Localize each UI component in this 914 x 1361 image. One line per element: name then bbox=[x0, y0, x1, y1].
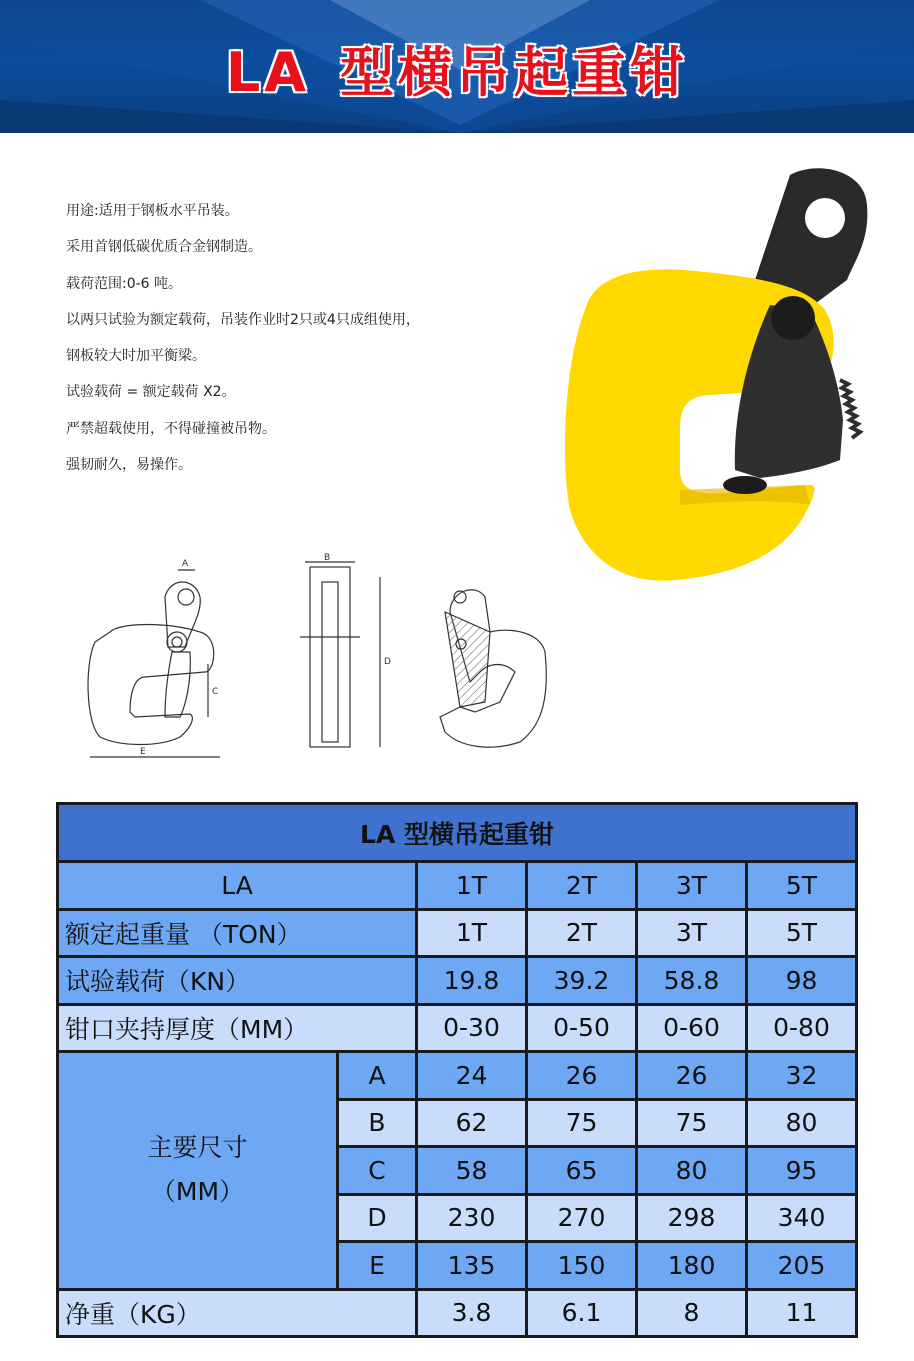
row-label: 试验载荷（KN） bbox=[58, 957, 417, 1005]
title-prefix: LA bbox=[225, 41, 311, 104]
desc-line: 试验载荷 = 额定载荷 X2。 bbox=[66, 384, 236, 401]
lifting-eye-hole bbox=[805, 198, 845, 238]
table-cell: 80 bbox=[637, 1147, 747, 1195]
desc-line: 用途:适用于钢板水平吊装。 bbox=[66, 203, 239, 219]
dimensions-label-line1: 主要尺寸 bbox=[147, 1133, 248, 1163]
table-cell: 3.8 bbox=[417, 1289, 527, 1337]
desc-line: 钢板较大时加平衡梁。 bbox=[66, 348, 206, 365]
table-cell: 0-50 bbox=[527, 1004, 637, 1052]
table-title: LA 型横吊起重钳 bbox=[58, 804, 857, 862]
dimension-key: A bbox=[338, 1052, 417, 1100]
desc-line: 强韧耐久，易操作。 bbox=[66, 457, 192, 474]
table-cell: 75 bbox=[527, 1099, 637, 1147]
table-cell: 58.8 bbox=[637, 957, 747, 1005]
dimensions-label-line2: （MM） bbox=[150, 1177, 245, 1207]
table-cell: 39.2 bbox=[527, 957, 637, 1005]
table-cell: 95 bbox=[747, 1147, 857, 1195]
table-cell: 2T bbox=[527, 909, 637, 957]
table-cell: 19.8 bbox=[417, 957, 527, 1005]
desc-line: 以两只试验为额定载荷，吊装作业时2只或4只成组使用， bbox=[66, 311, 420, 328]
dimension-key: B bbox=[338, 1099, 417, 1147]
dim-label-b: B bbox=[324, 553, 331, 563]
title-main: 型横吊起重钳 bbox=[340, 41, 689, 104]
table-row bbox=[58, 1289, 857, 1337]
bottom-pin bbox=[723, 476, 767, 494]
table-row bbox=[58, 909, 857, 957]
header-model: 1T bbox=[417, 862, 527, 910]
table-row bbox=[58, 1052, 857, 1100]
header-banner bbox=[0, 0, 914, 133]
dim-label-c: C bbox=[212, 687, 219, 697]
table-cell: 205 bbox=[747, 1242, 857, 1290]
header-model: 5T bbox=[747, 862, 857, 910]
product-photo bbox=[555, 160, 875, 590]
dim-label-d: D bbox=[384, 657, 391, 667]
table-cell: 0-60 bbox=[637, 1004, 747, 1052]
table-cell: 32 bbox=[747, 1052, 857, 1100]
table-cell: 3T bbox=[637, 909, 747, 957]
dim-label-a: A bbox=[182, 559, 189, 569]
table-cell: 6.1 bbox=[527, 1289, 637, 1337]
table-cell: 180 bbox=[637, 1242, 747, 1290]
table-cell: 80 bbox=[747, 1099, 857, 1147]
desc-line: 载荷范围:0-6 吨。 bbox=[66, 275, 183, 292]
dimension-key: C bbox=[338, 1147, 417, 1195]
pivot-pin bbox=[771, 296, 815, 340]
table-cell: 135 bbox=[417, 1242, 527, 1290]
dimension-key: E bbox=[338, 1242, 417, 1290]
table-cell: 150 bbox=[527, 1242, 637, 1290]
table-cell: 75 bbox=[637, 1099, 747, 1147]
table-cell: 65 bbox=[527, 1147, 637, 1195]
table-cell: 26 bbox=[527, 1052, 637, 1100]
front-view-outline bbox=[88, 625, 214, 745]
table-cell: 340 bbox=[747, 1194, 857, 1242]
table-cell: 270 bbox=[527, 1194, 637, 1242]
row-label: 净重（KG） bbox=[58, 1289, 417, 1337]
row-label: 钳口夹持厚度（MM） bbox=[58, 1004, 417, 1052]
table-cell: 24 bbox=[417, 1052, 527, 1100]
table-row bbox=[58, 957, 857, 1005]
table-row bbox=[58, 1004, 857, 1052]
table-cell: 26 bbox=[637, 1052, 747, 1100]
technical-drawings bbox=[80, 552, 560, 772]
header-model: 3T bbox=[637, 862, 747, 910]
spec-table bbox=[56, 802, 858, 1338]
table-cell: 5T bbox=[747, 909, 857, 957]
page-title bbox=[0, 30, 914, 107]
dimension-key: D bbox=[338, 1194, 417, 1242]
table-cell: 11 bbox=[747, 1289, 857, 1337]
table-cell: 298 bbox=[637, 1194, 747, 1242]
table-cell: 0-80 bbox=[747, 1004, 857, 1052]
table-cell: 1T bbox=[417, 909, 527, 957]
table-cell: 58 bbox=[417, 1147, 527, 1195]
desc-line: 严禁超载使用，不得碰撞被吊物。 bbox=[66, 420, 276, 437]
header-label: LA bbox=[58, 862, 417, 910]
table-header-row bbox=[58, 862, 857, 910]
dimensions-label bbox=[58, 1052, 338, 1290]
table-cell: 62 bbox=[417, 1099, 527, 1147]
product-description bbox=[66, 193, 420, 483]
header-model: 2T bbox=[527, 862, 637, 910]
front-view-eye bbox=[165, 582, 200, 647]
dim-label-e: E bbox=[140, 747, 146, 757]
desc-line: 采用首钢低碳优质合金钢制造。 bbox=[66, 239, 262, 256]
row-label: 额定起重量 （TON） bbox=[58, 909, 417, 957]
table-cell: 8 bbox=[637, 1289, 747, 1337]
table-cell: 230 bbox=[417, 1194, 527, 1242]
table-cell: 0-30 bbox=[417, 1004, 527, 1052]
table-cell: 98 bbox=[747, 957, 857, 1005]
